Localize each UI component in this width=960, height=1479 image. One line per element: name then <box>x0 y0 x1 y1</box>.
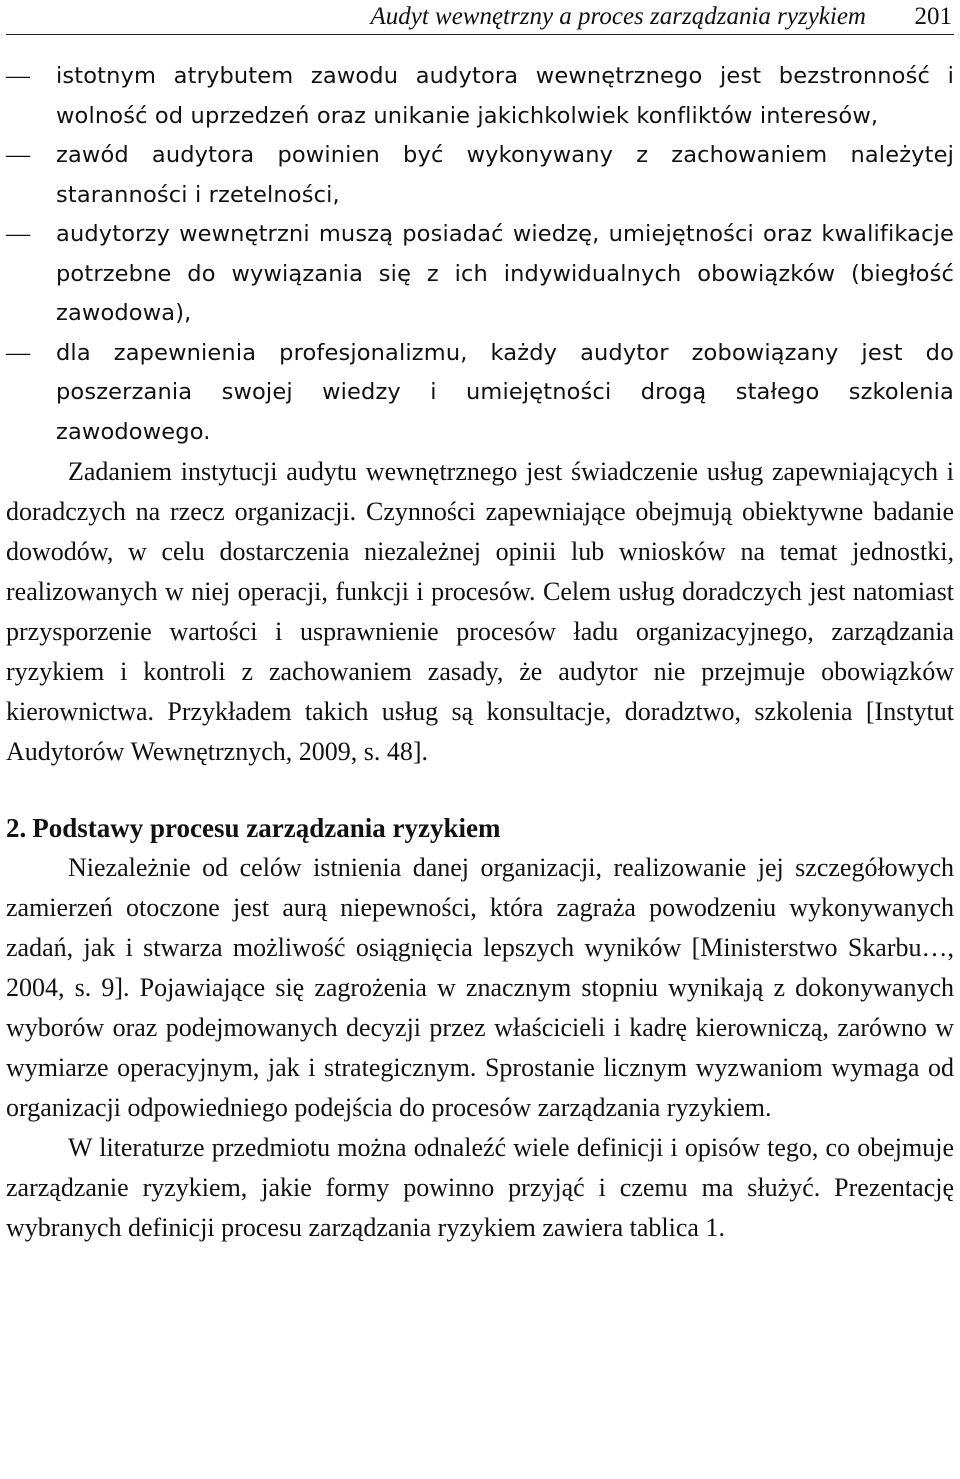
dash-marker: — <box>6 221 31 247</box>
list-item-text: zawód audytora powinien być wykonywany z zachowaniem należytej staranności i rzetelności, <box>56 142 954 208</box>
section-title: Podstawy procesu zarządzania ryzykiem <box>32 813 501 843</box>
document-page <box>6 0 954 1248</box>
section-number: 2. <box>6 813 27 843</box>
list-item <box>6 57 954 136</box>
running-header <box>6 0 954 35</box>
list-item <box>6 334 954 453</box>
list-item-text: istotnym atrybutem zawodu audytora wewnętrznego jest bezstronność i wolność od uprzedzeń oraz unikanie jakichkolwiek konfliktów interesów, <box>56 63 954 129</box>
paragraph-uncertainty: Niezależnie od celów istnienia danej organizacji, realizowanie jej szczegółowych zamierzeń otoczone jest aurą niepewności, która zagraża powodzeniu wykonywanych zadań, jak i stwarza możliwość osiągnięcia lepszych wyników [Ministerstwo Skarbu…, 2004, s. 9]. Pojawiające się zagrożenia w znacznym stopniu wynikają z dokonywanych wyborów oraz podejmowanych decyzji przez właścicieli i kadrę kierowniczą, zarówno w wymiarze operacyjnym, jak i strategicznym. Sprostanie licznym wyzwaniom wymaga od organizacji odpowiedniego podejścia do procesów zarządzania ryzykiem. <box>6 853 954 1122</box>
list-item <box>6 215 954 334</box>
section-heading <box>6 808 954 848</box>
paragraph-audit-services: Zadaniem instytucji audytu wewnętrznego jest świadczenie usług zapewniających i doradczych na rzecz organizacji. Czynności zapewniające obejmują obiektywne badanie dowodów, w celu dostarczenia niezależnej opinii lub wniosków na temat jednostki, realizowanych w niej operacji, funkcji i procesów. Celem usług doradczych jest natomiast przysporzenie wartości i usprawnienie procesów ładu organizacyjnego, zarządzania ryzykiem i kontroli z zachowaniem zasady, że audytor nie przejmuje obowiązków kierownictwa. Przykładem takich usług są konsultacje, doradztwo, szkolenia [Instytut Audytorów Wewnętrznych, 2009, s. 48]. <box>6 457 954 766</box>
list-item-text: dla zapewnienia profesjonalizmu, każdy audytor zobowiązany jest do poszerzania swojej wiedzy i umiejętności drogą stałego szkolenia zawodowego. <box>56 339 954 445</box>
list-item-text: audytorzy wewnętrzni muszą posiadać wiedzę, umiejętności oraz kwalifikacje potrzebne do wywiązania się z ich indywidualnych obowiązków (biegłość zawodowa), <box>56 221 954 326</box>
running-title: Audyt wewnętrzny a proces zarządzania ryzykiem <box>370 3 866 30</box>
list-item <box>6 136 954 215</box>
dash-marker: — <box>6 63 31 89</box>
page-number: 201 <box>914 3 952 30</box>
bullet-list <box>6 57 954 452</box>
dash-marker: — <box>6 339 31 366</box>
dash-marker: — <box>6 142 31 168</box>
paragraph-literature: W literaturze przedmiotu można odnaleźć wiele definicji i opisów tego, co obejmuje zarządzanie ryzykiem, jakie formy powinno przyjąć i czemu ma służyć. Prezentację wybranych definicji procesu zarządzania ryzykiem zawiera tablica 1. <box>6 1133 954 1242</box>
